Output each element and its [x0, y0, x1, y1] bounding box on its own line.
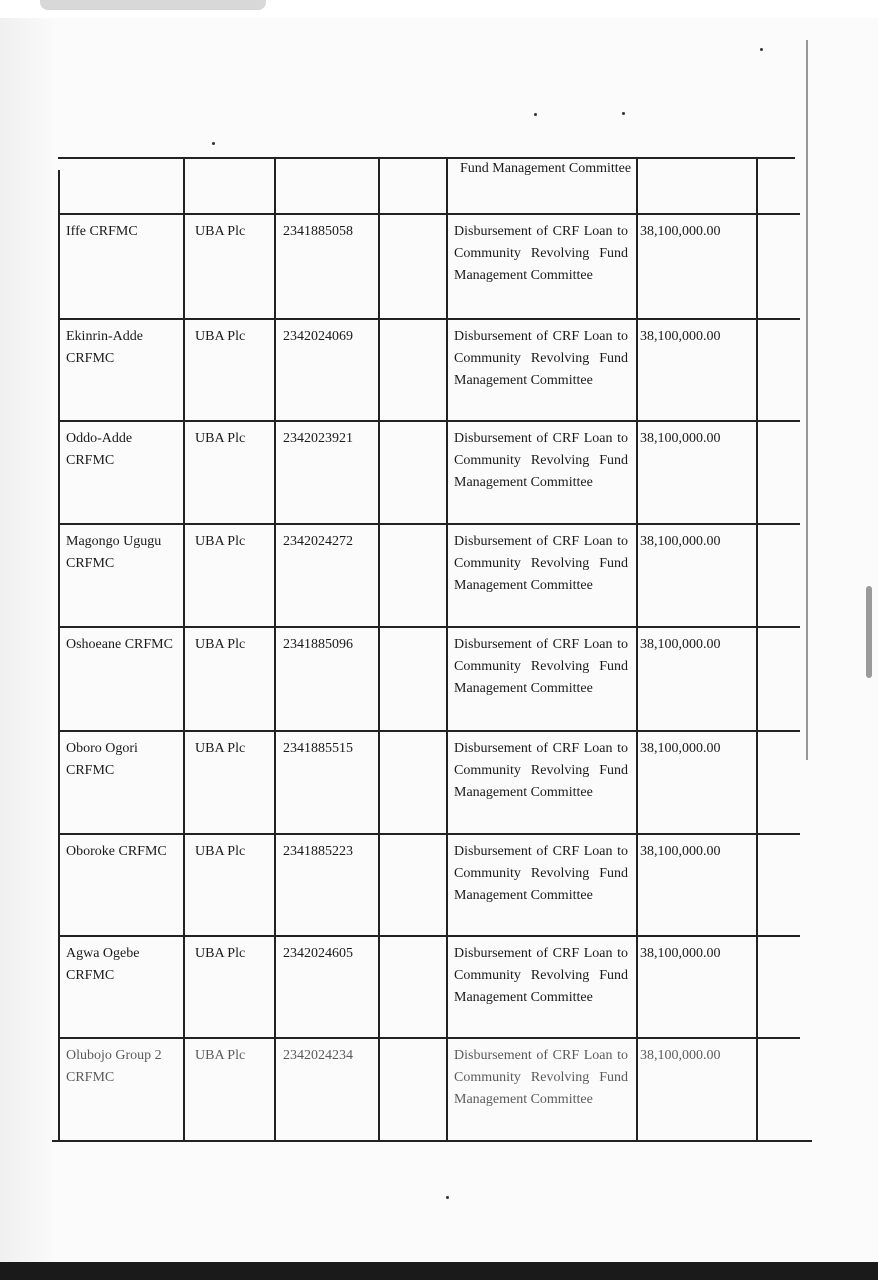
notch-pill	[40, 0, 266, 10]
status-bar	[0, 0, 878, 18]
table-horizontal-rule	[58, 213, 800, 215]
table-horizontal-rule	[58, 626, 800, 628]
row-description: Disbursement of CRF Loan to Community Revolving Fund Management Committee	[454, 637, 628, 696]
scrollbar-thumb[interactable]	[866, 586, 872, 678]
table-horizontal-rule	[58, 730, 800, 732]
bottom-bar	[0, 1262, 878, 1280]
row-amount: 38,100,000.00	[640, 741, 721, 756]
row-account-number: 2342024272	[283, 534, 353, 549]
row-bank-name: UBA Plc	[195, 1048, 246, 1063]
row-amount: 38,100,000.00	[640, 329, 721, 344]
table-vertical-rule	[446, 157, 448, 1140]
row-committee-name: Ekinrin-Adde CRFMC	[66, 329, 143, 366]
table-horizontal-rule	[52, 1140, 812, 1142]
table-horizontal-rule	[58, 833, 800, 835]
row-bank-name: UBA Plc	[195, 637, 246, 652]
table-vertical-rule	[378, 157, 380, 1140]
table-horizontal-rule	[58, 420, 800, 422]
row-bank-name: UBA Plc	[195, 224, 246, 239]
row-bank-name: UBA Plc	[195, 431, 246, 446]
row-description: Disbursement of CRF Loan to Community Revolving Fund Management Committee	[454, 431, 628, 490]
row-account-number: 2342024069	[283, 329, 353, 344]
table-horizontal-rule	[58, 318, 800, 320]
row-bank-name: UBA Plc	[195, 844, 246, 859]
row-bank-name: UBA Plc	[195, 946, 246, 961]
row-description: Disbursement of CRF Loan to Community Revolving Fund Management Committee	[454, 741, 628, 800]
scan-speck	[212, 142, 215, 145]
row-account-number: 2341885223	[283, 844, 353, 859]
row-amount: 38,100,000.00	[640, 534, 721, 549]
table-vertical-rule	[274, 157, 276, 1140]
table-horizontal-rule	[58, 935, 800, 937]
row-bank-name: UBA Plc	[195, 534, 246, 549]
page-shadow	[0, 0, 54, 1262]
row-committee-name: Oddo-Adde CRFMC	[66, 431, 133, 468]
row-account-number: 2342024234	[283, 1048, 353, 1063]
row-amount: 38,100,000.00	[640, 431, 721, 446]
row-committee-name: Oboroke CRFMC	[66, 844, 167, 859]
row-amount: 38,100,000.00	[640, 946, 721, 961]
row-description: Disbursement of CRF Loan to Community Revolving Fund Management Committee	[454, 329, 628, 388]
row-bank-name: UBA Plc	[195, 329, 246, 344]
row-description: Disbursement of CRF Loan to Community Revolving Fund Management Committee	[454, 224, 628, 283]
row-committee-name: Oshoeane CRFMC	[66, 637, 173, 652]
row-description: Disbursement of CRF Loan to Community Revolving Fund Management Committee	[454, 534, 628, 593]
table-horizontal-rule	[58, 523, 800, 525]
row-amount: 38,100,000.00	[640, 1048, 721, 1063]
row-account-number: 2341885058	[283, 224, 353, 239]
scan-speck	[446, 1196, 449, 1199]
row-committee-name: Magongo Ugugu CRFMC	[66, 534, 162, 571]
page-edge	[806, 40, 808, 760]
row-bank-name: UBA Plc	[195, 741, 246, 756]
table-horizontal-rule	[58, 1037, 800, 1039]
row-amount: 38,100,000.00	[640, 224, 721, 239]
row-account-number: 2342023921	[283, 431, 353, 446]
row-description: Disbursement of CRF Loan to Community Revolving Fund Management Committee	[454, 946, 628, 1005]
row-amount: 38,100,000.00	[640, 844, 721, 859]
scan-speck	[534, 113, 537, 116]
row-description: Disbursement of CRF Loan to Community Revolving Fund Management Committee	[454, 844, 628, 903]
row-account-number: 2341885096	[283, 637, 353, 652]
row-committee-name: Oboro Ogori CRFMC	[66, 741, 138, 778]
row-amount: 38,100,000.00	[640, 637, 721, 652]
table-vertical-rule	[636, 157, 638, 1140]
row-account-number: 2342024605	[283, 946, 353, 961]
row-committee-name: Iffe CRFMC	[66, 224, 138, 239]
scan-speck	[760, 48, 763, 51]
scan-speck	[622, 112, 625, 115]
table-horizontal-rule	[58, 157, 795, 159]
row-description: Disbursement of CRF Loan to Community Revolving Fund Management Committee	[454, 1048, 628, 1107]
row-committee-name: Olubojo Group 2 CRFMC	[66, 1048, 162, 1085]
row-account-number: 2341885515	[283, 741, 353, 756]
table-vertical-rule	[183, 157, 185, 1140]
header-description-cell: Fund Management Committee	[460, 161, 632, 176]
row-committee-name: Agwa Ogebe CRFMC	[66, 946, 140, 983]
table-vertical-rule	[58, 170, 60, 1140]
